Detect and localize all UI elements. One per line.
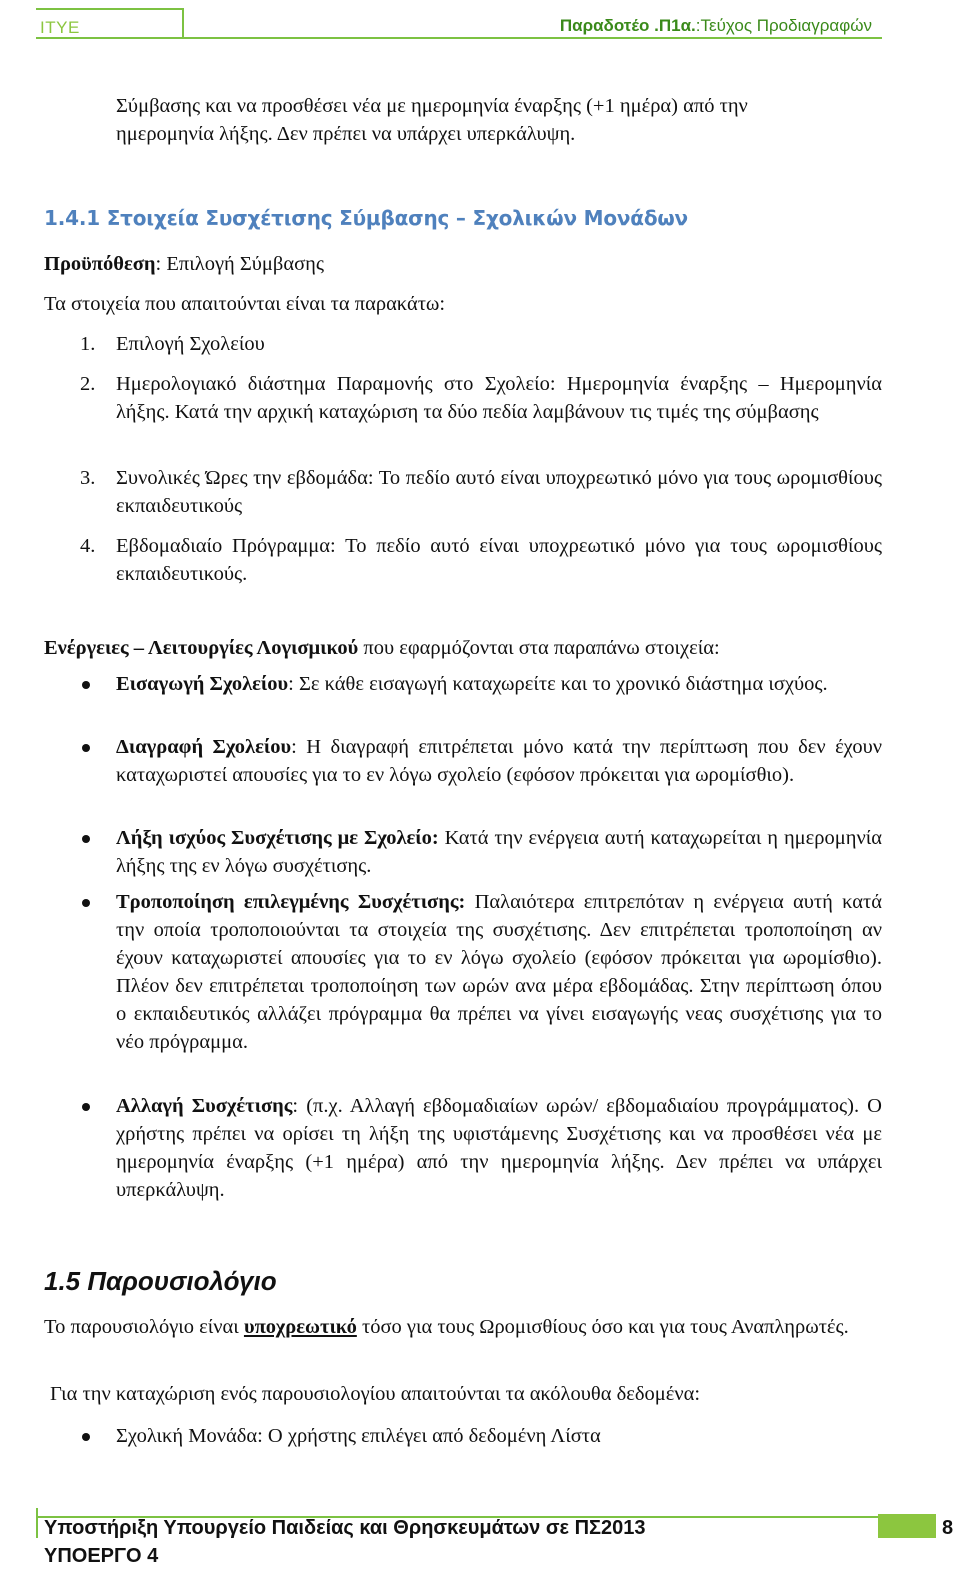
footer-title-line-1: Υποστήριξη Υπουργείο Παιδείας και Θρησκευμάτων σε ΠΣ2013 (44, 1517, 646, 1539)
precondition (44, 250, 882, 278)
action-item (116, 670, 882, 698)
actions-intro-label: Ενέργειες – Λειτουργίες Λογισμικού (44, 637, 359, 659)
footer-title-line-2: ΥΠΟΕΡΓΟ 4 (44, 1545, 159, 1567)
action-label: Λήξη ισχύος Συσχέτισης με Σχολείο: (116, 827, 439, 849)
bullet-icon (82, 1433, 90, 1441)
bullet-icon (82, 1103, 90, 1111)
action-label: Τροποποίηση επιλεγμένης Συσχέτισης: (116, 891, 466, 913)
attendance-mandatory: υποχρεωτικό (243, 1316, 357, 1338)
header-doc-title (560, 16, 872, 36)
header-doc-code: Παραδοτέο .Π1α. (559, 16, 696, 35)
list-number: 1. (80, 333, 96, 355)
action-label: Αλλαγή Συσχέτισης (116, 1095, 293, 1117)
list-item: Εβδομαδιαίο Πρόγραμμα: Το πεδίο αυτό είναι υποχρεωτικό μόνο για τους ωρομισθίους εκπαιδευτικούς. (116, 535, 882, 585)
page-number: 8 (942, 1517, 954, 1539)
action-item (116, 824, 882, 880)
action-label: Εισαγωγή Σχολείου (116, 673, 289, 695)
precondition-value: : Επιλογή Σύμβασης (155, 253, 324, 275)
action-item (116, 888, 882, 1056)
actions-intro-text: που εφαρμόζονται στα παραπάνω στοιχεία: (358, 637, 720, 659)
footer-title (44, 1514, 646, 1570)
action-text: Κατά την ενέργεια αυτή καταχωρείται η ημερομηνία λήξης της εν λόγω συσχέτισης. (116, 827, 882, 877)
intro-line-2: ημερομηνία λήξης. Δεν πρέπει να υπάρχει υπερκάλυψη. (116, 123, 576, 145)
attendance-text-b: τόσο για τους Ωρομισθίους όσο και για τους Αναπληρωτές. (356, 1316, 849, 1338)
attendance-bullet: Σχολική Μονάδα: Ο χρήστης επιλέγει από δεδομένη Λίστα (116, 1425, 601, 1447)
header-logo: ITYE (40, 18, 80, 37)
attendance-text-a: Το παρουσιολόγιο είναι (44, 1316, 244, 1338)
action-label: Διαγραφή Σχολείου (116, 736, 292, 758)
action-text: : Σε κάθε εισαγωγή καταχωρείτε και το χρονικό διάστημα ισχύος. (288, 673, 828, 695)
attendance-data-intro: Για την καταχώριση ενός παρουσιολογίου απαιτούνται τα ακόλουθα δεδομένα: (50, 1383, 701, 1405)
action-text: : Η διαγραφή επιτρέπεται μόνο κατά την περίπτωση που δεν έχουν καταχωριστεί απουσίες για το εν λόγω σχολείο (εφόσον πρόκειται για ωρομίσθιο). (116, 736, 882, 786)
bullet-icon (82, 899, 90, 907)
bullet-icon (82, 835, 90, 843)
action-item (116, 733, 882, 789)
bullet-icon (82, 681, 90, 689)
header-doc-name: :Τεύχος Προδιαγραφών (695, 16, 872, 35)
list-item: Επιλογή Σχολείου (116, 333, 265, 355)
header-rule (36, 37, 882, 39)
list-number: 4. (80, 535, 96, 557)
list-item: Συνολικές Ώρες την εβδομάδα: Το πεδίο αυτό είναι υποχρεωτικό μόνο για τους ωρομισθίους εκπαιδευτικούς (116, 467, 882, 517)
section-heading-1-5: 1.5 Παρουσιολόγιο (44, 1266, 277, 1296)
section-heading-1-4-1: 1.4.1 Στοιχεία Συσχέτισης Σύμβασης – Σχολικών Μονάδων (44, 206, 688, 230)
list-number: 2. (80, 373, 96, 395)
fields-intro: Τα στοιχεία που απαιτούνται είναι τα παρακάτω: (44, 293, 446, 315)
actions-intro (44, 634, 882, 662)
action-text: Παλαιότερα επιτρεπόταν η ενέργεια αυτή κατά την οποία τροποποιούνται τα στοιχεία της συσχέτισης. Δεν επιτρέπεται τροποποίηση αν έχουν καταχωριστεί απουσίες για το εν λόγω σχολείο (εφόσον πρόκειται για ωρομίσθιο). Πλέον δεν επιτρέπεται τροποποίηση των ωρών ανα μέρα εβδομάδας. Στην περίπτωση όπου ο εκπαιδευτικός αλλάζει πρόγραμμα θα πρέπει να γίνει εισαγωγής νεας συσχέτισης για το νέο πρόγραμμα. (116, 891, 883, 1053)
intro-line-1: Σύμβασης και να προσθέσει νέα με ημερομηνία έναρξης (+1 ημέρα) από την (116, 95, 748, 117)
attendance-paragraph (44, 1313, 882, 1341)
precondition-label: Προϋπόθεση (44, 253, 156, 275)
action-item (116, 1092, 882, 1204)
list-item: Ημερολογιακό διάστημα Παραμονής στο Σχολείο: Ημερομηνία έναρξης – Ημερομηνία λήξης. Κατά την αρχική καταχώριση τα δύο πεδία λαμβάνουν τις τιμές της σύμβασης (116, 373, 882, 423)
list-number: 3. (80, 467, 96, 489)
footer-accent-box (878, 1514, 936, 1538)
header-logo-frame (36, 8, 184, 38)
bullet-icon (82, 744, 90, 752)
action-text: : (π.χ. Αλλαγή εβδομαδιαίων ωρών/ εβδομαδιαίου προγράμματος). Ο χρήστης πρέπει να ορίσει τη λήξη της υφιστάμενης Συσχέτισης και να προσθέσει νέα με ημερομηνία έναρξης (+1 ημέρα) από την ημερομηνία λήξης. Δεν πρέπει να υπάρχει υπερκάλυψη. (116, 1095, 882, 1201)
footer-tick (36, 1508, 38, 1538)
